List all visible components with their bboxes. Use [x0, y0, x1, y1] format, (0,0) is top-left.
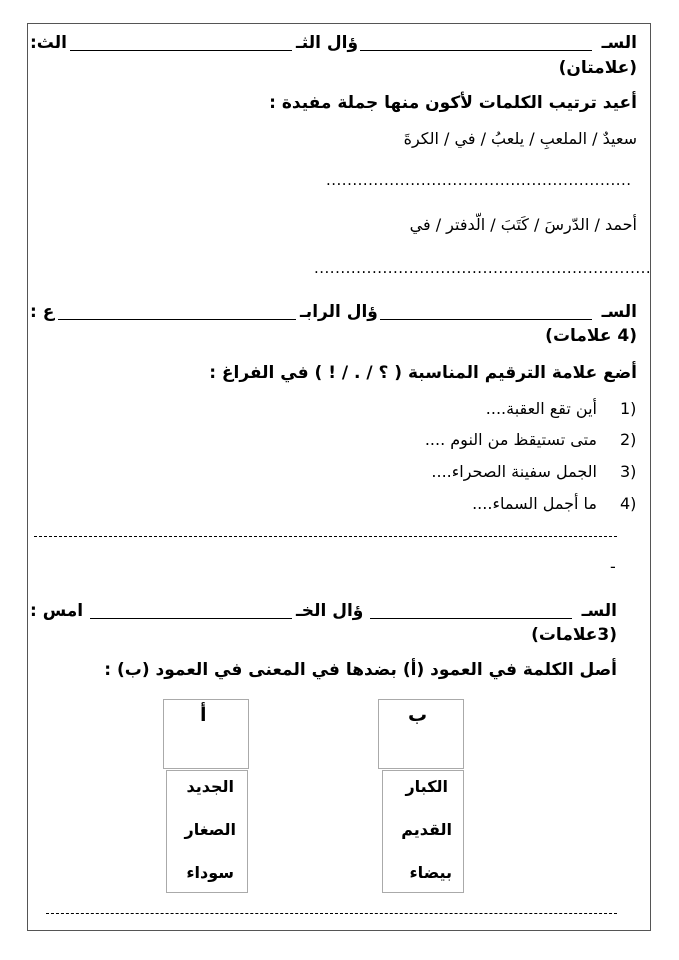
q3-answer-line-1: ..........................................................: [326, 171, 632, 189]
q4-item-number: 4): [620, 494, 637, 513]
q4-title-right: السـ: [601, 302, 637, 322]
column-a-word: الجديد: [186, 777, 234, 796]
q3-title-mid: ؤال الثـ: [296, 33, 359, 53]
q5-title-mid: ؤال الخـ: [296, 601, 364, 621]
section-divider: [34, 536, 617, 537]
q4-item-text: ما أجمل السماء....: [472, 494, 597, 513]
q4-title-rule-right: [380, 319, 592, 320]
q5-title-rule-right: [370, 618, 572, 619]
q3-sentence-2: أحمد / الدّرسَ / كَتَبَ / الّدفتر / في: [409, 215, 637, 234]
q4-instruction: أضع علامة الترقيم المناسبة ( ؟ / . / ! ) في الفراغ :: [209, 363, 637, 383]
q4-item-text: الجمل سفينة الصحراء....: [431, 462, 597, 481]
column-b-header: ب: [408, 704, 428, 726]
q3-title-rule-left: [70, 50, 292, 51]
q3-answer-line-2: ................................................................: [314, 259, 652, 277]
column-a-word: الصغار: [184, 820, 236, 839]
q4-title-rule-left: [58, 319, 296, 320]
bottom-divider: [46, 913, 617, 914]
q3-title-left: الث:: [30, 33, 68, 53]
q3-marks: (علامتان): [558, 58, 637, 78]
column-a-header: أ: [200, 704, 207, 726]
column-b-word: القديم: [401, 820, 452, 839]
q5-instruction: أصل الكلمة في العمود (أ) بضدها في المعنى في العمود (ب) :: [104, 660, 617, 680]
q4-item-number: 3): [620, 462, 637, 481]
q3-title-rule-right: [360, 50, 592, 51]
column-b-word: بيضاء: [409, 863, 452, 882]
q3-instruction: أعيد ترتيب الكلمات لأكون منها جملة مفيدة :: [269, 93, 637, 113]
q5-marks: (3علامات): [531, 625, 617, 645]
stray-dash: -: [610, 557, 616, 576]
q4-item-number: 1): [620, 399, 637, 418]
q4-item-number: 2): [620, 430, 637, 449]
q4-item-text: أين تقع العقبة....: [485, 399, 597, 418]
q5-title-rule-left: [90, 618, 292, 619]
q4-title-mid: ؤال الرابـ: [300, 302, 378, 322]
q4-title-left: ع :: [30, 302, 55, 322]
q4-marks: (4 علامات): [545, 326, 637, 346]
q5-title-left: امس :: [30, 601, 84, 621]
q3-sentence-1: سعيدٌ / الملعبِ / يلعبُ / في / الكرةَ: [403, 129, 637, 148]
column-a-word: سوداء: [186, 863, 234, 882]
q5-title-right: السـ: [581, 601, 617, 621]
q4-item-text: متى تستيقظ من النوم ....: [424, 430, 597, 449]
column-b-word: الكبار: [405, 777, 448, 796]
q3-title-right: السـ: [601, 33, 637, 53]
